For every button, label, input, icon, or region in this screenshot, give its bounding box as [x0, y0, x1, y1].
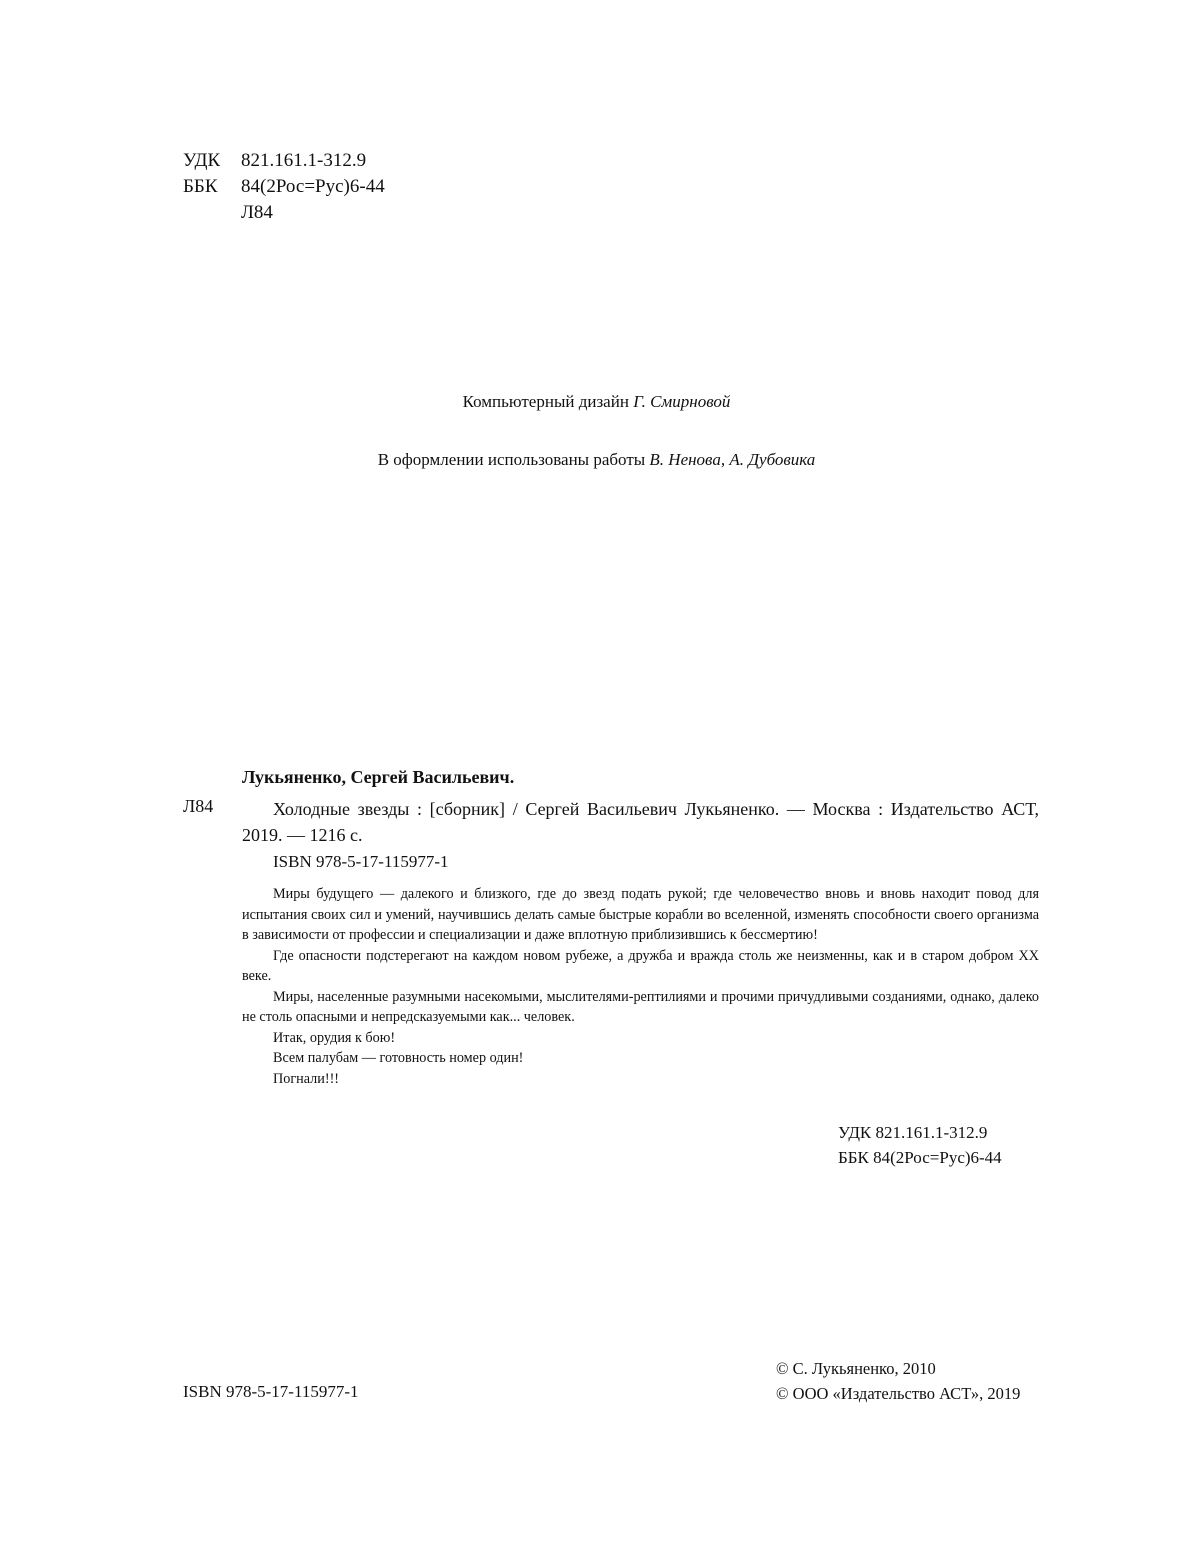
udk-row [183, 148, 385, 174]
catalog-isbn: ISBN 978-5-17-115977-1 [273, 852, 449, 871]
bbk-label: ББК [183, 176, 218, 197]
catalog-author: Лукьяненко, Сергей Васильевич. [242, 767, 515, 787]
classification-block [183, 148, 385, 226]
copyright-author: © С. Лукьяненко, 2010 [776, 1359, 936, 1378]
bottom-classification [838, 1120, 1002, 1170]
bbk-code: 84(2Рос=Рус)6-44 [241, 176, 385, 197]
udk-label: УДК [183, 150, 221, 171]
bottom-udk: УДК 821.161.1-312.9 [838, 1123, 988, 1142]
annotation-paragraph: Итак, орудия к бою! [273, 1029, 396, 1046]
annotation-paragraph: Миры будущего — далекого и близкого, где до звезд подать рукой; где человечество вновь и вновь находит повод для испытания своих сил и умений, научившись делать самые быстрые корабли во вселенной, изменять способности своего организма в зависимости от профессии и специализации и даже вплотную приблизившись к бессмертию! [242, 886, 1039, 943]
author-mark-row [183, 200, 385, 226]
illustration-credit [0, 450, 1193, 470]
annotation-paragraph: Где опасности подстерегают на каждом новом рубеже, а дружба и вражда столь же неизменны, как и в старом добром XX веке. [242, 947, 1039, 984]
annotation-paragraph: Всем палубам — готовность номер один! [273, 1050, 524, 1066]
copyright-block [776, 1356, 1020, 1406]
catalog-author-mark: Л84 [183, 796, 214, 816]
illustration-credit-prefix: В оформлении использованы работы [377, 450, 646, 469]
copyright-publisher: © ООО «Издательство АСТ», 2019 [776, 1384, 1021, 1403]
design-credit-prefix: Компьютерный дизайн [462, 392, 629, 411]
design-credit-name: Г. Смирновой [633, 392, 731, 411]
annotation [242, 884, 1039, 1089]
footer-isbn: ISBN 978-5-17-115977-1 [183, 1382, 359, 1401]
catalog-description: Холодные звезды : [сборник] / Сергей Васильевич Лукьяненко. — Москва : Издательство АСТ, 2019. — 1216 с. [242, 799, 1039, 845]
annotation-paragraph: Миры, населенные разумными насекомыми, мыслителями-рептилиями и прочими причудливыми созданиями, однако, далеко не столь опасными и непредсказуемыми как... человек. [242, 988, 1039, 1025]
illustration-credit-names: В. Ненова, А. Дубовика [649, 450, 816, 469]
udk-code: 821.161.1-312.9 [241, 150, 367, 171]
annotation-paragraph: Погнали!!! [273, 1070, 340, 1087]
author-mark: Л84 [241, 202, 273, 223]
bottom-bbk: ББК 84(2Рос=Рус)6-44 [838, 1148, 1002, 1167]
bbk-row [183, 174, 385, 200]
design-credit [0, 392, 1193, 412]
